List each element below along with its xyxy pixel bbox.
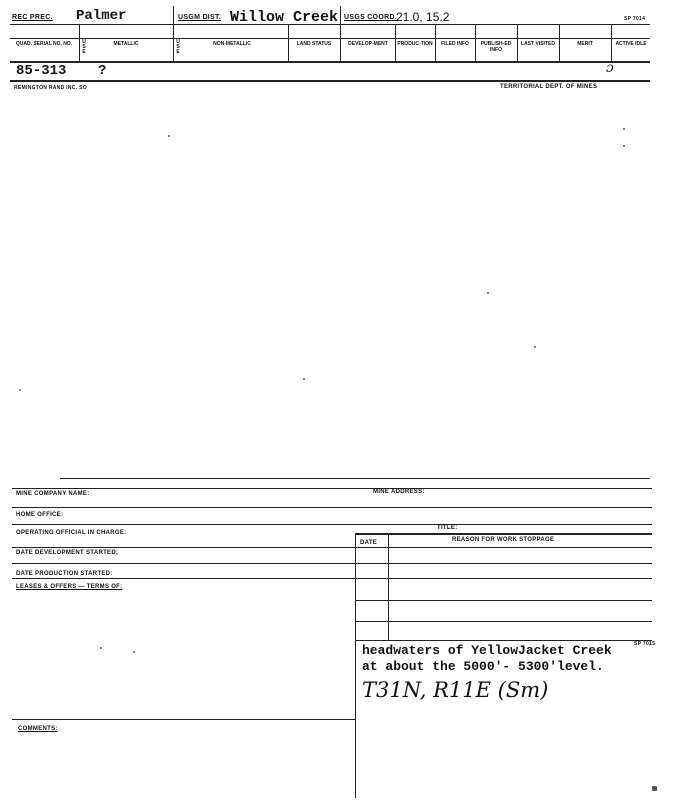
row-end-rule [10, 80, 650, 82]
reason-col-header: REASON FOR WORK STOPPAGE [452, 537, 555, 543]
column-header-rule [10, 38, 650, 39]
usgs-coord-value: 21.0, 15.2 [396, 10, 450, 24]
rule [355, 533, 652, 535]
rule [12, 524, 652, 525]
rule [12, 563, 652, 564]
divider [340, 6, 341, 62]
scan-speck [652, 786, 657, 791]
scan-speck [100, 647, 102, 649]
divider [435, 24, 436, 62]
rule [12, 547, 652, 548]
rec-prec-label: REC PREC. [12, 14, 53, 21]
scan-speck [303, 378, 305, 380]
home-office-label: HOME OFFICE: [16, 512, 64, 518]
divider [288, 24, 289, 62]
form-code: SP 7014 [624, 16, 646, 22]
col-land-status: LAND STATUS [296, 41, 332, 47]
col-use-1: U S E [82, 39, 86, 55]
usgm-dist-value: Willow Creek [230, 9, 339, 26]
date-dev-started-label: DATE DEVELOPMENT STARTED: [16, 550, 119, 556]
scan-speck [534, 346, 536, 348]
active-idle-mark: ɔ [606, 60, 614, 76]
divider [559, 24, 560, 62]
date-col-divider [388, 533, 389, 640]
rule [355, 621, 652, 622]
scan-speck [19, 389, 21, 391]
mine-address-label: MINE ADDRESS: [373, 489, 425, 495]
divider [517, 24, 518, 62]
note-line-1: headwaters of YellowJacket Creek [362, 643, 612, 658]
rec-prec-value: Palmer [76, 8, 127, 24]
col-production: PRODUC-TION [397, 41, 433, 47]
scan-speck [168, 135, 170, 137]
scan-speck [623, 128, 625, 130]
col-merit: MERIT [577, 41, 593, 47]
divider [79, 24, 80, 62]
rule [355, 600, 652, 601]
divider [173, 6, 174, 62]
col-last-visited: LAST VISITED [521, 41, 555, 47]
col-non-metallic: NON-METALLIC [213, 41, 251, 47]
col-use-2: U S E [176, 39, 180, 55]
divider [395, 24, 396, 62]
note-line-2: at about the 5000'- 5300'level. [362, 659, 604, 674]
printer-credit: REMINGTON RAND INC. SO [14, 85, 87, 91]
handwritten-note: T31N, R11E (Sm) [362, 678, 549, 702]
form-code-2: SP 7015 [634, 641, 656, 647]
col-development: DEVELOP-MENT [348, 41, 388, 47]
leases-label: LEASES & OFFERS — TERMS OF: [16, 584, 123, 590]
usgs-coord-label: USGS COORD. [344, 14, 398, 21]
serial-value: 85-313 [16, 63, 67, 79]
title-label: TITLE: [437, 525, 458, 531]
rule [12, 578, 652, 579]
rule [355, 640, 652, 641]
scan-speck [623, 145, 625, 147]
col-published-info: PUBLISH-ED INFO [480, 41, 512, 53]
date-prod-started-label: DATE PRODUCTION STARTED: [16, 571, 113, 577]
date-col-header: DATE [360, 540, 378, 546]
col-filed-info: FILED INFO [441, 41, 469, 47]
use-value: ? [98, 63, 107, 79]
scan-speck [487, 292, 489, 294]
col-active-idle: ACTIVE IDLE [615, 41, 647, 47]
right-panel-divider [355, 533, 356, 798]
divider [475, 24, 476, 62]
rule [12, 507, 652, 508]
scan-speck [133, 651, 135, 653]
col-quad-serial: QUAD. SERIAL NO. NO. [15, 41, 73, 47]
lower-top-curl [60, 478, 650, 479]
usgm-dist-label: USGM DIST. [178, 14, 222, 21]
col-metallic: METALLIC [113, 41, 139, 47]
operating-official-label: OPERATING OFFICIAL IN CHARGE: [16, 530, 127, 536]
rule [12, 719, 355, 720]
lower-top-rule [12, 488, 652, 489]
dept-credit: TERRITORIAL DEPT. OF MINES [500, 84, 598, 90]
mine-company-label: MINE COMPANY NAME: [16, 491, 90, 497]
comments-label: COMMENTS: [18, 726, 58, 732]
